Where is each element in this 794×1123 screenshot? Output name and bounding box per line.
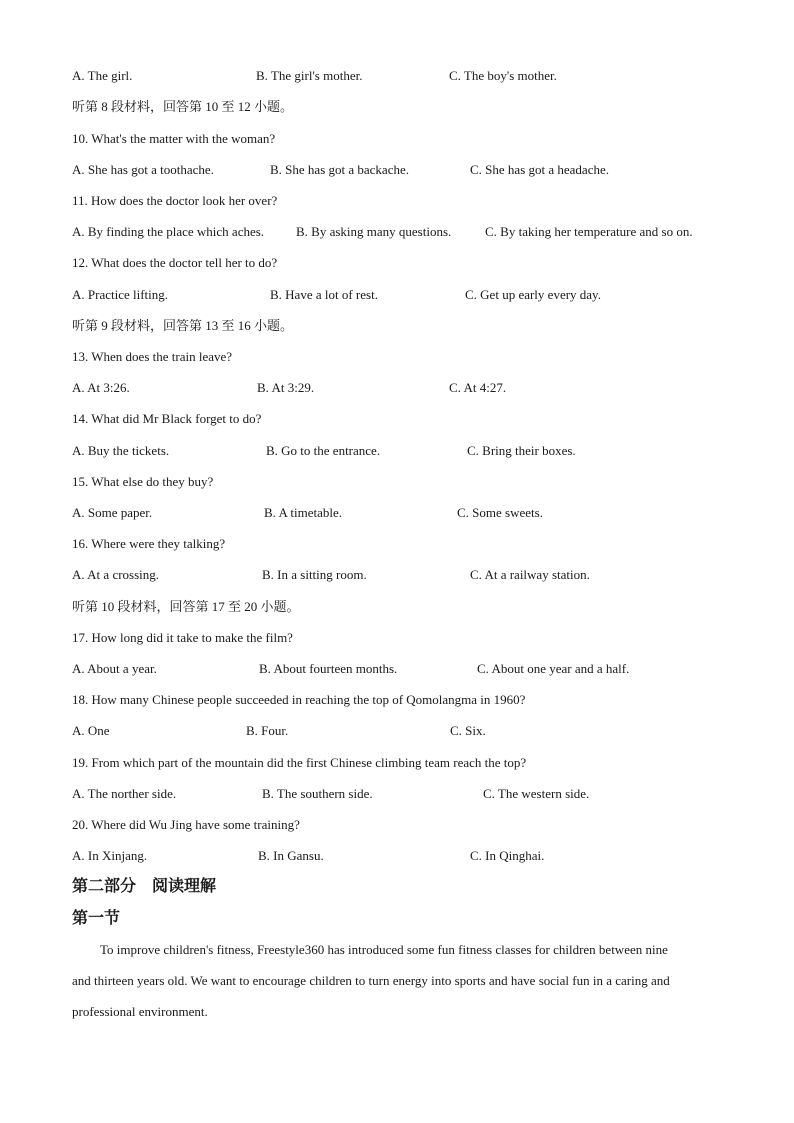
question-19: 19. From which part of the mountain did the first Chinese climbing team reach the top?	[72, 755, 527, 770]
q13-option-a: A. At 3:26.	[72, 380, 130, 395]
q10-option-b: B. She has got a backache.	[270, 162, 409, 177]
q9-option-a: A. The girl.	[72, 68, 133, 83]
q17-option-b: B. About fourteen months.	[259, 661, 398, 676]
q13-option-b: B. At 3:29.	[257, 380, 315, 395]
question-11: 11. How does the doctor look her over?	[72, 193, 278, 208]
q18-option-b: B. Four.	[246, 723, 289, 738]
q9-option-c: C. The boy's mother.	[449, 68, 557, 83]
question-17: 17. How long did it take to make the film?	[72, 630, 293, 645]
q17-option-a: A. About a year.	[72, 661, 157, 676]
q15-option-b: B. A timetable.	[264, 505, 342, 520]
q15-option-c: C. Some sweets.	[457, 505, 543, 520]
question-14: 14. What did Mr Black forget to do?	[72, 411, 262, 426]
q20-option-b: B. In Gansu.	[258, 848, 324, 863]
q17-option-c: C. About one year and a half.	[477, 661, 630, 676]
q14-option-b: B. Go to the entrance.	[266, 443, 381, 458]
q11-option-c: C. By taking her temperature and so on.	[485, 224, 693, 239]
passage-line-3: professional environment.	[72, 1004, 208, 1019]
q18-option-a: A. One	[72, 723, 110, 738]
section-10-instruction: 听第 10 段材料，回答第 17 至 20 小题。	[72, 599, 300, 614]
q10-option-a: A. She has got a toothache.	[72, 162, 214, 177]
q20-option-a: A. In Xinjang.	[72, 848, 148, 863]
q14-option-a: A. Buy the tickets.	[72, 443, 170, 458]
q19-option-b: B. The southern side.	[262, 786, 373, 801]
q10-option-c: C. She has got a headache.	[470, 162, 609, 177]
q12-option-c: C. Get up early every day.	[465, 287, 601, 302]
question-10: 10. What's the matter with the woman?	[72, 131, 276, 146]
q15-option-a: A. Some paper.	[72, 505, 153, 520]
q16-option-b: B. In a sitting room.	[262, 567, 367, 582]
q19-option-c: C. The western side.	[483, 786, 590, 801]
question-13: 13. When does the train leave?	[72, 349, 233, 364]
part-two-heading: 第二部分 阅读理解	[72, 878, 217, 895]
question-18: 18. How many Chinese people succeeded in reaching the top of Qomolangma in 1960?	[72, 692, 526, 707]
q9-option-b: B. The girl's mother.	[256, 68, 363, 83]
q11-option-b: B. By asking many questions.	[296, 224, 452, 239]
q20-option-c: C. In Qinghai.	[470, 848, 545, 863]
q12-option-b: B. Have a lot of rest.	[270, 287, 378, 302]
q11-option-a: A. By finding the place which aches.	[72, 224, 265, 239]
q12-option-a: A. Practice lifting.	[72, 287, 169, 302]
q18-option-c: C. Six.	[450, 723, 486, 738]
passage-line-2: and thirteen years old. We want to encourage children to turn energy into sports and have social fun in a caring and	[72, 973, 670, 988]
q16-option-a: A. At a crossing.	[72, 567, 160, 582]
question-20: 20. Where did Wu Jing have some training?	[72, 817, 300, 832]
section-8-instruction: 听第 8 段材料，回答第 10 至 12 小题。	[72, 99, 294, 114]
question-12: 12. What does the doctor tell her to do?	[72, 255, 278, 270]
q19-option-a: A. The norther side.	[72, 786, 177, 801]
q16-option-c: C. At a railway station.	[470, 567, 590, 582]
passage-line-1: To improve children's fitness, Freestyle360 has introduced some fun fitness classes for children between nine	[100, 942, 668, 957]
question-15: 15. What else do they buy?	[72, 474, 214, 489]
section-9-instruction: 听第 9 段材料，回答第 13 至 16 小题。	[72, 318, 294, 333]
section-one-heading: 第一节	[72, 910, 121, 927]
q13-option-c: C. At 4:27.	[449, 380, 507, 395]
q14-option-c: C. Bring their boxes.	[467, 443, 576, 458]
question-16: 16. Where were they talking?	[72, 536, 226, 551]
